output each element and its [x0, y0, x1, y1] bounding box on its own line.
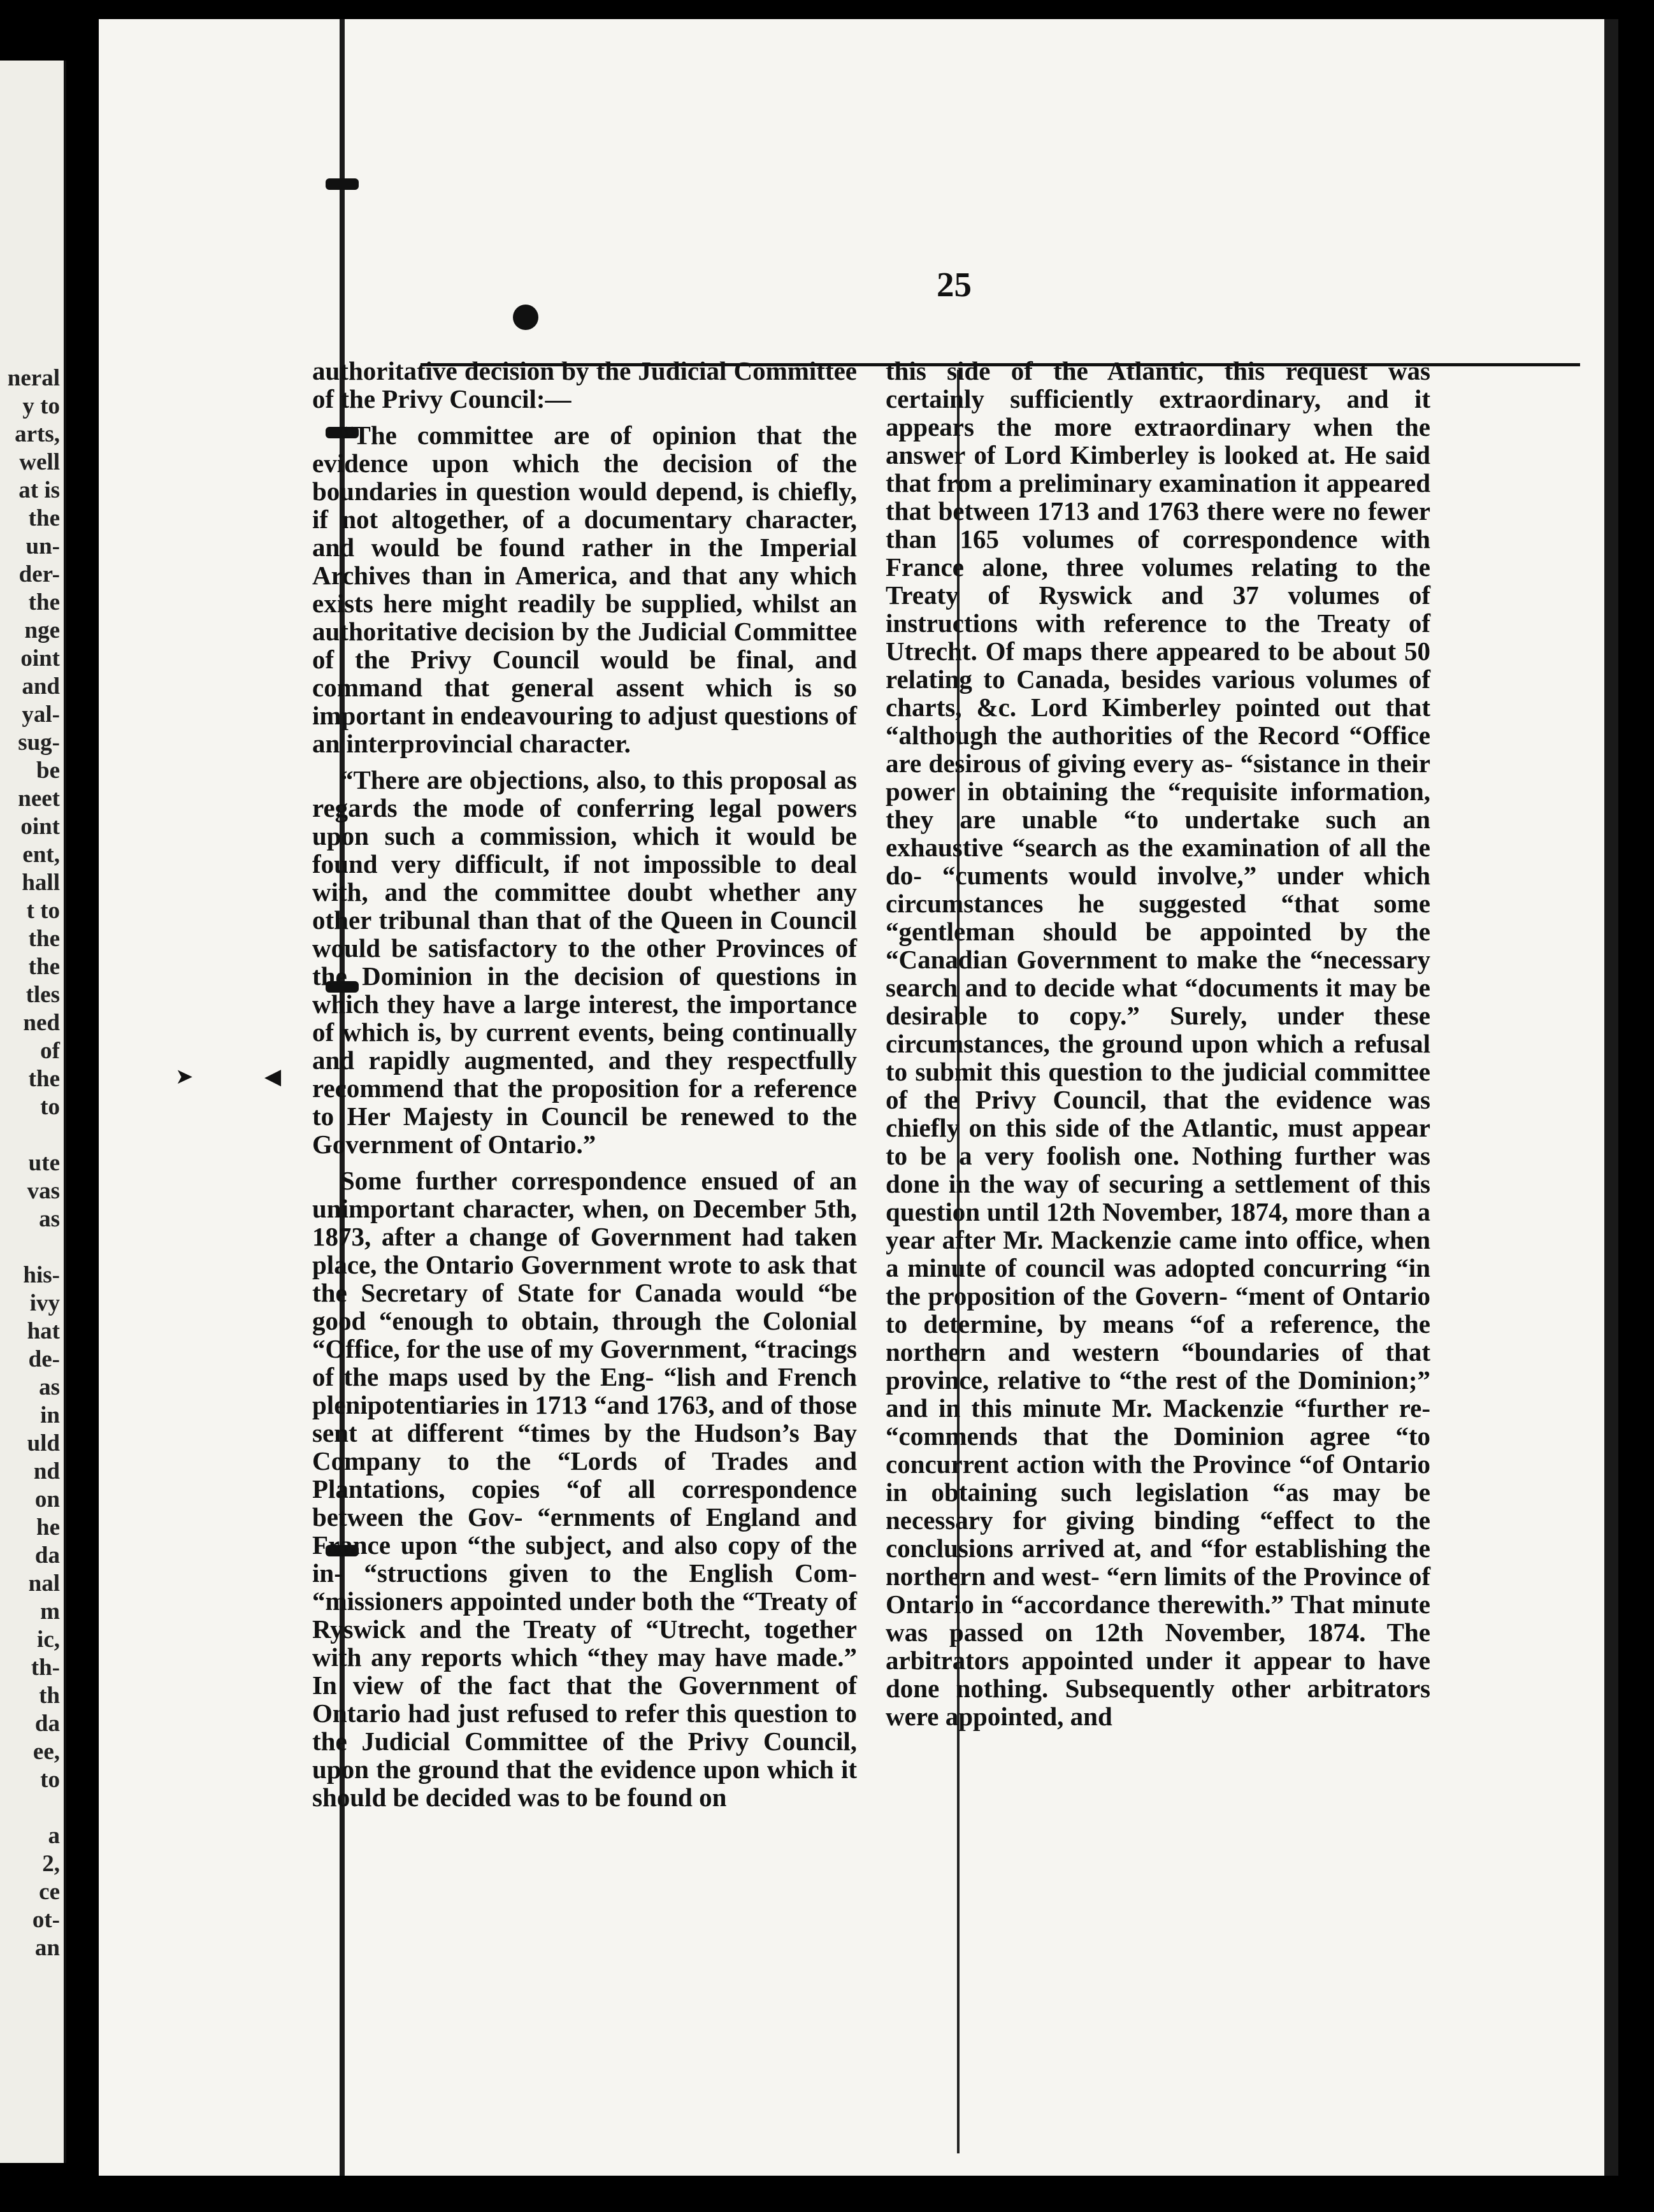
left-page-text-fragment: at is	[18, 477, 60, 503]
binding-stitch	[326, 178, 359, 190]
left-page-text-fragment: der-	[18, 561, 60, 587]
text-column-right	[886, 357, 1430, 1739]
left-page-text-fragment: nd	[33, 1458, 60, 1484]
left-page-text-fragment: as	[39, 1206, 60, 1232]
text-column-left	[312, 357, 857, 1820]
left-page-text-fragment: de-	[28, 1346, 60, 1372]
left-page-text-fragment: the	[28, 1066, 60, 1092]
left-page-text-fragment: the	[28, 589, 60, 615]
left-page-text-fragment: neral	[7, 365, 60, 391]
left-page-text-fragment: ce	[39, 1879, 60, 1905]
left-page-text-fragment: m	[40, 1598, 60, 1625]
left-page-text-fragment: nal	[28, 1570, 60, 1597]
left-page-text-fragment: ned	[23, 1010, 60, 1036]
left-page-text-fragment: oint	[20, 645, 60, 672]
left-page-text-fragment: y to	[22, 393, 60, 419]
left-page-text-fragment: neet	[18, 786, 60, 812]
paragraph: this side of the Atlantic, this request was certainly sufficiently extraordinary, and it appears the more extraordinary when the answer of Lord Kimberley is looked at. He said that from a preliminary examination it appeared that between 1713 and 1763 there were no fewer than 165 volumes of correspondence with France alone, three volumes relating to the Treaty of Ryswick and 37 volumes of instructions with reference to the Treaty of Utrecht. Of maps there appeared to be about 50 relating to Canada, besides various volumes of charts, &c. Lord Kimberley pointed out that “although the authorities of the Record “Office are desirous of giving every as- “sistance in their power in obtaining the “requisite information, they are unable “to undertake such an exhaustive “search as the examination of all the do- “cuments would involve,” under which circumstances he suggested “that some “gentleman should be appointed by the “Canadian Government to make the “necessary search and to decide what “documents it may be desirable to copy.” Surely, under these circumstances, the ground upon which a refusal to submit this question to the judicial committee of the Privy Council, that the evidence was chiefly on this side of the Atlantic, must appear to be a very foolish one. Nothing further was done in the way of securing a settlement of this question until 12th November, 1874, more than a year after Mr. Mackenzie came into office, when a minute of council was adopted concurring “in the proposition of the Govern- “ment of Ontario to determine, by means “of a reference, the northern and western “boundaries of that province, relative to “the rest of the Dominion;” and in this minute Mr. Mackenzie “further re- “commends that the Dominion agree “to concurrent action with the Province “of Ontario in obtaining such legislation “as may be necessary for giving binding “effect to the conclusions arrived at, and “for establishing the northern and west- “ern limits of the Province of Ontario in “accordance therewith.” That minute was passed on 12th November, 1874. The arbitrators appointed under it appear to have done nothing. Subsequently other arbitrators were appointed, and	[886, 356, 1430, 1731]
left-page-text-fragment: da	[34, 1711, 60, 1737]
paragraph: Some further correspondence ensued of an unimportant character, when, on December 5th, 1873, after a change of Government had taken place, the Ontario Government wrote to ask that the Secretary of State for Canada would “be good “enough to obtain, through the Colonial “Office, for the use of my Government, “tracings of the maps used by the Eng- “lish and French plenipotentiaries in 1713 “and 1763, and of those sent at different “times by the Hudson’s Bay Company to the “Lords of Trades and Plantations, copies “of all correspondence between the Gov- “ernments of England and France upon “the subject, and also copy of the in- “structions given to the English Com- “missioners appointed under both the “Treaty of Ryswick and the Treaty of “Utrecht, together with any reports which “they may have made.” In view of the fact that the Government of Ontario had just refused to refer this question to the Judicial Committee of the Privy Council, upon the ground that the evidence upon which it should be decided was to be found on	[312, 1166, 857, 1812]
left-page-text-fragment: to	[40, 1094, 60, 1120]
left-page-text-fragment: tles	[25, 982, 60, 1008]
right-edge-shadow	[1604, 19, 1618, 2176]
left-page-text-fragment: th	[39, 1683, 60, 1709]
left-page-text-fragment: ent,	[22, 842, 60, 868]
left-page-text-fragment: un-	[25, 533, 60, 559]
left-page-text-fragment: oint	[20, 814, 60, 840]
left-page-text-fragment: of	[40, 1038, 60, 1064]
left-page-text-fragment: ic,	[37, 1627, 60, 1653]
paragraph: “There are objections, also, to this proposal as regards the mode of conferring legal powers upon such a commission, which it would be found very difficult, if not impossible to deal with, and the committee doubt whether any other tribunal than that of the Queen in Council would be satisfactory to the other Provinces of the Dominion in the decision of questions in which they have a large interest, the importance of which is, by current events, being continually and rapidly augmented, and they respectfully recommend that the proposition for a reference to Her Majesty in Council be renewed to the Government of Ontario.”	[312, 765, 857, 1159]
ornament-icon	[513, 305, 538, 330]
left-page-text-fragment: ivy	[29, 1290, 60, 1316]
page-number: 25	[937, 265, 972, 304]
paragraph: authoritative decision by the Judicial Committee of the Privy Council:—	[312, 356, 857, 413]
left-page-text-fragment: t to	[26, 898, 60, 924]
left-page-text-fragment: da	[34, 1542, 60, 1569]
left-page-fragment	[0, 61, 66, 2163]
left-page-text-fragment: his-	[23, 1262, 60, 1288]
left-page-text-fragment: in	[40, 1402, 60, 1428]
left-page-text-fragment: uld	[27, 1430, 60, 1456]
left-page-text-fragment: yal-	[22, 701, 60, 728]
left-page-text-fragment: the	[28, 954, 60, 980]
left-page-text-fragment: the	[28, 505, 60, 531]
left-page-text-fragment: vas	[27, 1178, 60, 1204]
left-page-text-fragment: on	[34, 1486, 60, 1512]
left-page-text-fragment: ee,	[32, 1739, 60, 1765]
left-page-text-fragment: hall	[22, 870, 60, 896]
left-page-text-fragment: ot-	[32, 1907, 60, 1933]
left-page-text-fragment: to	[40, 1767, 60, 1793]
left-page-text-fragment: and	[22, 673, 60, 700]
left-page-text-fragment: an	[34, 1935, 60, 1961]
left-page-text-fragment: the	[28, 926, 60, 952]
margin-arrow-icon: ➤	[175, 1065, 194, 1089]
left-page-text-fragment: he	[36, 1514, 60, 1540]
left-page-text-fragment: th-	[31, 1655, 60, 1681]
margin-arrow-icon: ◀	[264, 1065, 282, 1089]
left-page-text-fragment: a	[48, 1823, 60, 1849]
left-page-text-fragment: 2,	[42, 1851, 60, 1877]
left-page-text-fragment: hat	[27, 1318, 60, 1344]
left-page-text-fragment: as	[39, 1374, 60, 1400]
left-page-text-fragment: well	[19, 449, 60, 475]
paragraph: “The committee are of opinion that the evidence upon which the decision of the boundaries in question would depend, is chiefly, if not altogether, of a documentary character, and would be found rather in the Imperial Archives than in America, and that any which exists here might readily be supplied, whilst an authoritative decision by the Judicial Committee of the Privy Council would be final, and command that general assent which is so important in endeavouring to adjust questions of an interprovincial character.	[312, 420, 857, 758]
left-page-text-fragment: be	[36, 758, 60, 784]
left-page-text-fragment: sug-	[18, 729, 60, 756]
left-page-text-fragment: ute	[28, 1150, 60, 1176]
left-page-text-fragment: nge	[24, 617, 60, 643]
left-page-text-fragment: arts,	[15, 421, 60, 447]
